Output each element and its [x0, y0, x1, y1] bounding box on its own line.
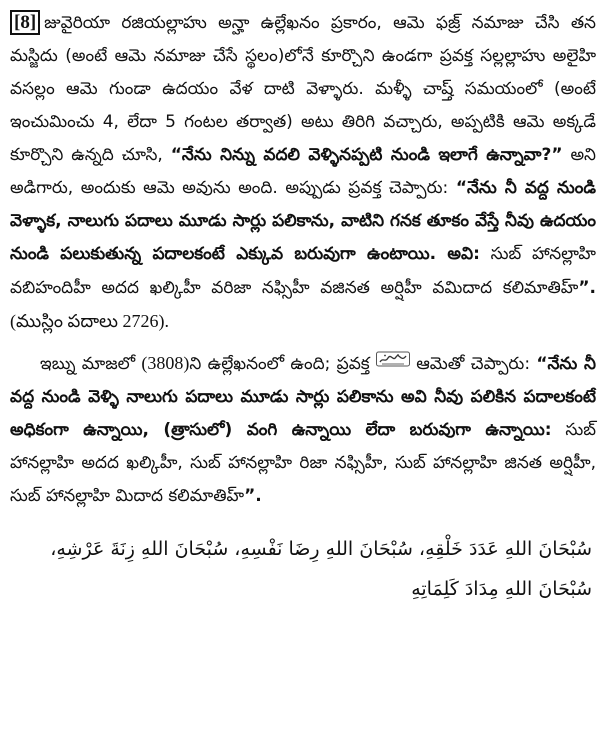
pbuh-calligraphy-icon: [376, 351, 410, 367]
narration-text: ఇబ్ను మాజలో: [40, 354, 142, 374]
hadith-paragraph-1: [10, 6, 596, 339]
closing-quote-mark: ”.: [578, 278, 596, 298]
arabic-dhikr-line-1: سُبْحَانَ اللهِ عَدَدَ خَلْقِهِ، سُبْحَانَ اللهِ رِضَا نَفْسِهِ، سُبْحَانَ اللهِ زِنَةَ عَرْشِهِ،: [50, 538, 592, 560]
narration-text: జువైరియా రజియల్లాహు అన్హా ఉల్లేఖనం ప్రకారం, ఆమె ఫజ్ర్ నమాజు చేసి తన మస్జిదు (అంటే ఆమె నమాజు చేసే స్థలం)లోనే కూర్చొని ఉండగా ప్రవక్త సల్లల్లాహు అలైహి వసల్లం ఆమె గుండా ఉదయం వేళ దాటి వెళ్ళారు. మళ్ళీ చాష్త్ సమయంలో (అంటే ఇంచుమించు 4, లేదా 5 గంటల తర్వాత) అటు తిరిగి వచ్చారు, అప్పటికి ఆమె అక్కడే కూర్చొని ఉన్నది చూసి,: [10, 13, 596, 165]
prophet-question-quote: “నేను నిన్ను వదలి వెళ్ళినప్పటి నుండి ఇలాగే ఉన్నావా?”: [170, 145, 563, 165]
prophet-saying-quote: “నేను నీ వద్ద నుండి వెళ్ళాక, నాలుగు పదాలు మూడు సార్లు పలికాను, వాటిని గనక తూకం వేస్తే నీవు ఉదయం నుండి పలుకుతున్న పదాలకంటే ఎక్కువ బరువుగా ఉంటాయి. అవి:: [10, 178, 596, 264]
dhikr-transliteration: సుబ్ హానల్లాహి అదద ఖల్కిహీ, సుబ్ హానల్లాహి రిజా నఫ్సిహీ, సుబ్ హానల్లాహి జినత అర్షిహీ, సుబ్ హానల్లాహి మిదాద కలిమాతిహ్: [10, 420, 596, 506]
closing-quote-mark: ”.: [244, 486, 262, 506]
source-reference: (ముస్లిం పదాలు 2726).: [10, 311, 170, 331]
prophet-saying-quote: “నేను నీ వద్ద నుండి వెళ్ళి నాలుగు పదాలు మూడు సార్లు పలికాను అవి నీవు పలికిన పదాలకంటే అధికంగా ఉన్నాయి, (త్రాసులో) వంగి ఉన్నాయి లేదా బరువుగా ఉన్నాయి:: [10, 354, 596, 440]
hadith-number: [8]: [10, 10, 40, 35]
narration-text: ఆమెతో చెప్పారు:: [409, 354, 537, 374]
dhikr-transliteration: సుబ్ హానల్లాహి వబిహందిహీ అదద ఖల్కిహీ వరిజా నఫ్సిహీ వజినత అర్షిహీ వమిదాద కలిమాతిహ్: [10, 244, 596, 298]
hadith-paragraph-2: [10, 347, 596, 513]
narration-text: అని అడిగారు, అందుకు ఆమె అవును అంది. అప్పుడు ప్రవక్త చెప్పారు:: [10, 145, 596, 198]
narration-text: ని ఉల్లేఖనంలో ఉంది; ప్రవక్త: [189, 354, 376, 374]
arabic-dhikr-block: [10, 529, 596, 609]
source-reference: (3808): [141, 353, 190, 373]
arabic-dhikr-line-2: سُبْحَانَ اللهِ مِدَادَ كَلِمَاتِهِ: [411, 578, 592, 600]
